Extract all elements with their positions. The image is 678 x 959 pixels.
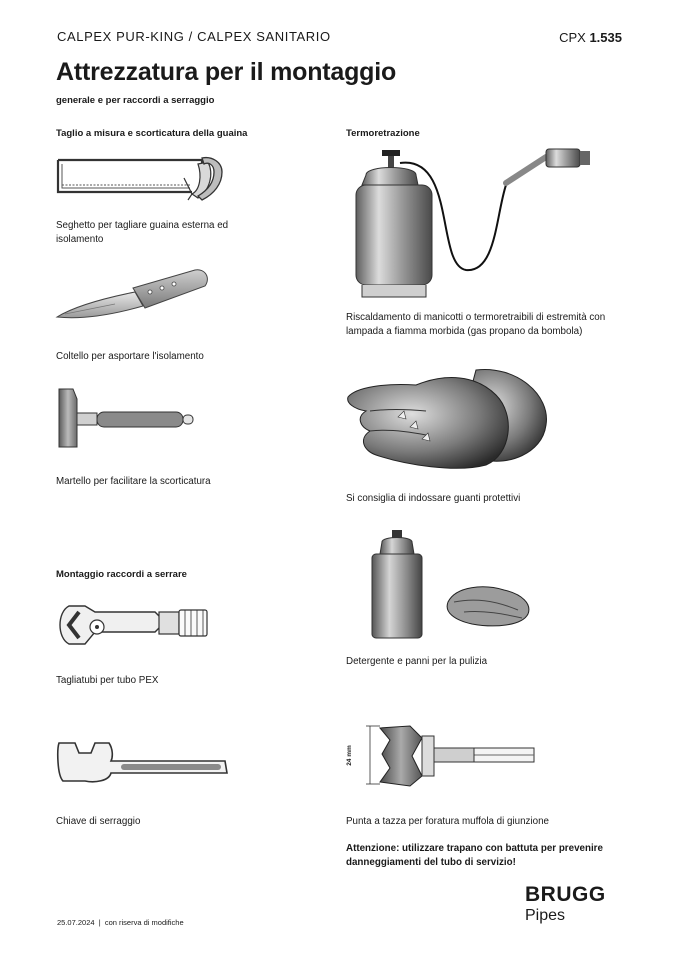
hammer-icon [55,385,205,455]
caption-hole-saw: Punta a tazza per foratura muffola di giunzione [346,816,549,827]
pipe-cutter-icon [55,600,215,650]
caption-torch: Riscaldamento di manicotti o termoretraibili di estremità con lampada a fiamma morbida (gas propano da bombola) [346,312,606,337]
section-heading-cutting: Taglio a misura e scorticatura della guaina [56,128,248,139]
caption-wrench: Chiave di serraggio [56,816,141,827]
footer-date: 25.07.2024 [57,918,95,927]
caption-pipe-cutter: Tagliatubi per tubo PEX [56,675,159,686]
footer: 25.07.2024 | con riserva di modifiche [57,918,184,927]
warning-note: Attenzione: utilizzare trapano con battuta per prevenire danneggiamenti del tubo di servizio! [346,843,603,868]
document-code [559,30,622,45]
caption-hammer: Martello per facilitare la scorticatura [56,476,211,487]
hole-saw-icon [350,718,540,793]
section-heading-heat-shrink: Termoretrazione [346,128,420,139]
spray-can-icon [368,530,428,642]
page-title: Attrezzatura per il montaggio [56,58,397,86]
document-code-prefix: CPX [559,30,586,45]
cleaning-cloth-icon [444,580,534,630]
page-subtitle: generale e per raccordi a serraggio [56,95,215,106]
logo-sub: Pipes [525,907,566,924]
caption-knife: Coltello per asportare l'isolamento [56,351,204,362]
wrench-icon [55,735,235,785]
knife-icon [55,262,215,332]
caption-gloves: Si consiglia di indossare guanti protettivi [346,493,521,504]
product-line: CALPEX PUR-KING / CALPEX SANITARIO [57,29,331,44]
hole-saw-dimension-label: 24 mm [345,745,353,766]
caption-cleaner: Detergente e panni per la pulizia [346,656,488,667]
hole-saw-dimension-box [347,738,371,778]
caption-saw: Seghetto per tagliare guaina esterna ed isolamento [56,220,229,245]
brugg-logo [525,884,606,925]
gas-torch-icon [346,145,596,305]
logo-brand: BRUGG [525,883,606,906]
document-code-number: 1.535 [589,30,622,45]
gloves-icon [346,365,556,475]
footer-note: con riserva di modifiche [104,918,184,927]
section-heading-clamp-fittings: Montaggio raccordi a serrare [56,569,187,580]
hacksaw-icon [52,150,232,210]
